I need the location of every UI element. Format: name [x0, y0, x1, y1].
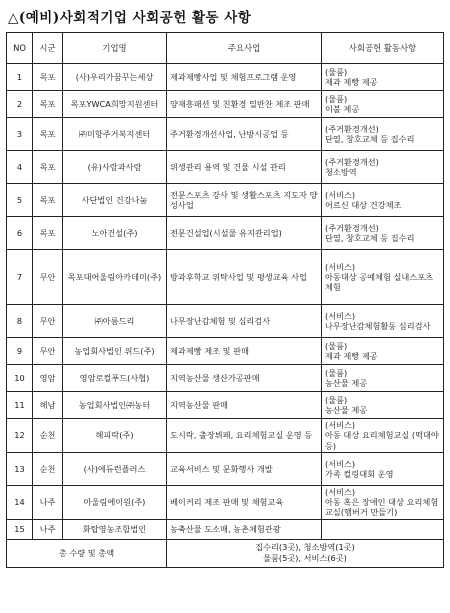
row-org-name: 영암로컬푸드(사협) [63, 365, 167, 392]
row-contribution [322, 184, 444, 217]
row-no: 12 [7, 419, 33, 453]
row-city: 순천 [33, 452, 63, 485]
row-city: 목포 [33, 91, 63, 118]
row-city: 무안 [33, 338, 63, 365]
table-row [7, 452, 444, 485]
contribution-category: (물품) [325, 340, 348, 351]
table-row [7, 519, 444, 539]
row-main-business: 주거환경개선사업, 난방시공업 등 [167, 118, 322, 151]
contribution-description: 이불 제공 [325, 104, 360, 114]
row-city: 순천 [33, 419, 63, 453]
row-main-business: 제과제빵사업 및 체험프로그램 운영 [167, 64, 322, 91]
contribution-category: (주거환경개선) [325, 156, 379, 167]
total-summary-line-1: 집수리(3곳), 청소방역(1곳) [255, 542, 355, 553]
row-contribution [322, 485, 444, 519]
contribution-category: (서비스) [325, 310, 356, 321]
table-body [7, 64, 444, 540]
row-contribution [322, 250, 444, 305]
row-main-business: 교육서비스 및 문화행사 개발 [167, 452, 322, 485]
row-city: 목포 [33, 118, 63, 151]
row-no: 7 [7, 250, 33, 305]
table-row [7, 365, 444, 392]
row-no: 15 [7, 519, 33, 539]
header-city: 시군 [33, 33, 63, 64]
row-org-name: 농업회사법인 위드(주) [63, 338, 167, 365]
row-org-name: ㈜미항주거복지센터 [63, 118, 167, 151]
row-no: 5 [7, 184, 33, 217]
table-row [7, 91, 444, 118]
contribution-category: (서비스) [325, 458, 356, 469]
row-city: 목포 [33, 184, 63, 217]
row-city: 무안 [33, 250, 63, 305]
contribution-description: 가족 컬링대회 운영 [325, 468, 394, 479]
header-main-business: 주요사업 [167, 33, 322, 64]
table-row [7, 485, 444, 519]
row-org-name: 목포대어울림아카데미(주) [63, 250, 167, 305]
row-contribution [322, 338, 444, 365]
row-org-name: (사)에듀런플러스 [63, 452, 167, 485]
row-city: 나주 [33, 519, 63, 539]
contribution-category: (주거환경개선) [325, 222, 379, 233]
row-no: 10 [7, 365, 33, 392]
table-row [7, 151, 444, 184]
total-label: 총 수량 및 총액 [7, 539, 167, 567]
row-org-name: 사단법인 건강나눔 [63, 184, 167, 217]
row-city: 목포 [33, 151, 63, 184]
row-no: 8 [7, 305, 33, 338]
contribution-description: 단열, 창호교체 등 집수리 [325, 233, 415, 243]
header-no: NO [7, 33, 33, 64]
row-org-name: 목포YWCA희망지원센터 [63, 91, 167, 118]
total-summary-line-2: 물품(5곳), 서비스(6곳) [263, 553, 347, 563]
row-city: 해남 [33, 392, 63, 419]
table-row [7, 250, 444, 305]
row-no: 6 [7, 217, 33, 250]
row-contribution [322, 519, 444, 539]
table-header-row [7, 33, 444, 64]
contribution-category: (서비스) [325, 420, 356, 430]
row-org-name: 농업회사법인㈜농터 [63, 392, 167, 419]
row-no: 11 [7, 392, 33, 419]
table-row [7, 217, 444, 250]
table-row [7, 184, 444, 217]
row-contribution [322, 217, 444, 250]
row-main-business: 나무장난감체험 및 심리검사 [167, 305, 322, 338]
activity-table [6, 32, 444, 568]
row-city: 목포 [33, 217, 63, 250]
row-no: 3 [7, 118, 33, 151]
contribution-category: (서비스) [325, 189, 356, 200]
contribution-category: (주거환경개선) [325, 123, 379, 134]
row-main-business: 도시락, 출장뷔페, 요리체험교실 운영 등 [167, 419, 322, 453]
row-org-name: 아울림에이원(주) [63, 485, 167, 519]
contribution-description: 아동대상 공예체험 실내스포츠체험 [325, 271, 434, 293]
contribution-description: 어르신 대상 건강체조 [325, 200, 402, 210]
row-contribution [322, 91, 444, 118]
contribution-description: 단열, 창호교체 등 집수리 [325, 134, 415, 144]
contribution-description: 아동 대상 요리체험교실 (떡대야 등) [325, 430, 439, 451]
row-no: 13 [7, 452, 33, 485]
row-main-business: 지역농산물 판매 [167, 392, 322, 419]
header-contribution: 사회공헌 활동사항 [322, 33, 444, 64]
row-contribution [322, 419, 444, 453]
table-row [7, 305, 444, 338]
row-no: 14 [7, 485, 33, 519]
row-city: 나주 [33, 485, 63, 519]
contribution-description: 제과 제빵 제공 [325, 77, 378, 87]
row-main-business: 위생관리 용역 및 건물 시설 관리 [167, 151, 322, 184]
row-no: 4 [7, 151, 33, 184]
contribution-category: (물품) [325, 394, 348, 405]
row-no: 2 [7, 91, 33, 118]
row-city: 목포 [33, 64, 63, 91]
contribution-category: (물품) [325, 93, 348, 104]
row-main-business: 전문건설업(시설물 유지관리업) [167, 217, 322, 250]
header-org: 기업명 [63, 33, 167, 64]
table-row [7, 419, 444, 453]
row-city: 무안 [33, 305, 63, 338]
table-row [7, 64, 444, 91]
contribution-description: 나무장난감체험활동 심리검사 [325, 321, 431, 331]
row-org-name: 화탑영농조합법인 [63, 519, 167, 539]
row-city: 영암 [33, 365, 63, 392]
row-org-name: 노아건설(주) [63, 217, 167, 250]
row-contribution [322, 452, 444, 485]
total-summary [167, 539, 444, 567]
row-org-name: (사)우리가꿈꾸는세상 [63, 64, 167, 91]
contribution-category: (서비스) [325, 486, 356, 497]
row-contribution [322, 365, 444, 392]
row-contribution [322, 151, 444, 184]
table-row [7, 118, 444, 151]
contribution-category: (물품) [325, 66, 348, 77]
contribution-description: 제과 제빵 제공 [325, 351, 378, 361]
row-main-business: 양재흥패션 및 친환경 밀반찬 제조 판매 [167, 91, 322, 118]
row-contribution [322, 305, 444, 338]
contribution-category: (서비스) [325, 261, 356, 272]
row-main-business: 제과제빵 제조 및 판매 [167, 338, 322, 365]
row-contribution [322, 118, 444, 151]
table-row [7, 392, 444, 419]
row-org-name: 해피락(주) [63, 419, 167, 453]
contribution-category: (물품) [325, 367, 348, 378]
row-org-name: ㈜아름드리 [63, 305, 167, 338]
row-org-name: (유)사람과사람 [63, 151, 167, 184]
row-contribution [322, 392, 444, 419]
table-row [7, 338, 444, 365]
total-row [7, 539, 444, 567]
row-main-business: 농축산물 도소매, 농촌체험관광 [167, 519, 322, 539]
contribution-description: 농산물 제공 [325, 405, 368, 415]
row-no: 1 [7, 64, 33, 91]
row-main-business: 전문스포츠 강사 및 생활스포츠 지도자 양성사업 [167, 184, 322, 217]
row-no: 9 [7, 338, 33, 365]
contribution-description: 청소방역 [325, 167, 357, 177]
row-main-business: 지역농산물 생산가공판매 [167, 365, 322, 392]
row-contribution [322, 64, 444, 91]
row-main-business: 방과후학교 위탁사업 및 평생교육 사업 [167, 250, 322, 305]
document-title: △(예비)사회적기업 사회공헌 활동 사항 [8, 10, 252, 26]
contribution-description: 아동 혹은 장애인 대상 요리체험 교실(햄버거 만들기) [325, 497, 439, 518]
contribution-description: 농산물 제공 [325, 378, 368, 388]
row-main-business: 베이커리 제조 판매 및 체험교육 [167, 485, 322, 519]
